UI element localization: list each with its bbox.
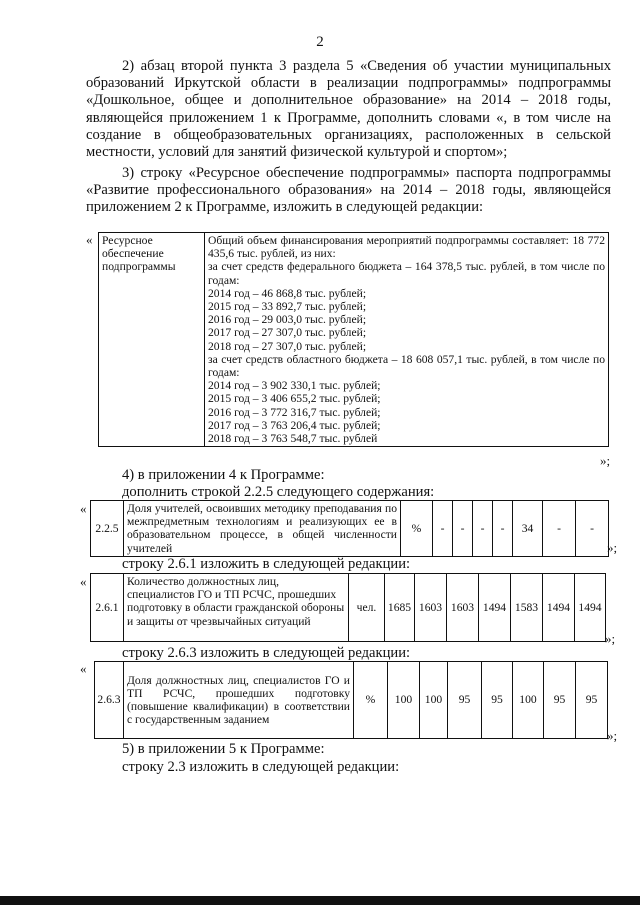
- resource-table-content: [205, 233, 609, 447]
- row-value: 95: [576, 662, 608, 739]
- resource-line: 2015 год – 33 892,7 тыс. рублей;: [208, 300, 367, 314]
- paragraph-2: 2) абзац второй пункта 3 раздела 5 «Сведения об участии муниципальных образований Иркутской области в реализации подпрограммы» подпрограммы «Дошкольное, общее и дополнительное образование» на 2014 – 2018 годы, являющейся приложением 1 к Программе, дополнить словами «, в том числе на создание в общеобразовательных организациях, расположенных в сельской местности, условий для занятий физической культурой и спортом»;: [86, 58, 611, 161]
- row-description: Доля должностных лиц, специалистов ГО и ТП РСЧС, прошедших подготовку (повышение квалификации) в соответствии с государственным заданием: [124, 662, 354, 739]
- row-value: 95: [482, 662, 513, 739]
- resource-line: 2014 год – 3 902 330,1 тыс. рублей;: [208, 379, 381, 393]
- item-4: 4) в приложении 4 к Программе:: [122, 467, 325, 483]
- row-263-open-quote: «: [80, 661, 87, 676]
- resource-table-open-quote: «: [86, 232, 93, 247]
- row-unit: чел.: [349, 574, 385, 642]
- heading-263: строку 2.6.3 изложить в следующей редакции:: [122, 645, 411, 661]
- row-value: 1583: [511, 574, 543, 642]
- resource-line: Общий объем финансирования мероприятий подпрограммы составляет: 18 772 435,6 тыс. рублей, из них:: [208, 234, 605, 261]
- resource-line: 2016 год – 29 003,0 тыс. рублей;: [208, 313, 367, 327]
- row-unit: %: [354, 662, 388, 739]
- row-value: 1494: [575, 574, 606, 642]
- row-value: 1494: [479, 574, 511, 642]
- row-261-table: [90, 573, 606, 642]
- resource-line: 2016 год – 3 772 316,7 тыс. рублей;: [208, 405, 381, 419]
- page-number: 2: [316, 34, 324, 50]
- item-5: 5) в приложении 5 к Программе:: [122, 741, 325, 757]
- row-261-close-quote: »;: [605, 631, 616, 646]
- resource-line: за счет средств областного бюджета – 18 608 057,1 тыс. рублей, в том числе по годам:: [208, 352, 605, 380]
- item-4-sub: дополнить строкой 2.2.5 следующего содержания:: [122, 484, 435, 500]
- row-225-close-quote: »;: [607, 540, 618, 555]
- resource-table: [98, 232, 609, 447]
- resource-table-close-quote: »;: [600, 453, 611, 468]
- row-unit: %: [401, 501, 433, 557]
- resource-line: 2017 год – 27 307,0 тыс. рублей;: [208, 326, 367, 340]
- resource-line: 2018 год – 27 307,0 тыс. рублей;: [208, 339, 367, 353]
- row-value: 1685: [385, 574, 415, 642]
- item-5-sub: строку 2.3 изложить в следующей редакции:: [122, 759, 400, 775]
- paragraph-3: 3) строку «Ресурсное обеспечение подпрограммы» паспорта подпрограммы «Развитие профессионального образования» на 2014 – 2018 годы, являющейся приложением 2 к Программе, изложить в следующей редакции:: [86, 165, 611, 216]
- resource-line: 2018 год – 3 763 548,7 тыс. рублей: [208, 432, 378, 446]
- resource-line: 2015 год – 3 406 655,2 тыс. рублей;: [208, 392, 381, 406]
- row-value: 1494: [543, 574, 575, 642]
- row-225-table: [90, 500, 609, 557]
- row-value: -: [453, 501, 473, 557]
- row-225-open-quote: «: [80, 501, 87, 516]
- row-value: 1603: [415, 574, 447, 642]
- row-value: -: [543, 501, 576, 557]
- scan-edge: [0, 896, 640, 905]
- resource-line: за счет средств федерального бюджета – 164 378,5 тыс. рублей, в том числе по годам:: [208, 260, 605, 287]
- row-number: 2.2.5: [91, 501, 124, 557]
- row-value: 100: [388, 662, 420, 739]
- row-value: -: [473, 501, 493, 557]
- row-263-close-quote: »;: [607, 728, 618, 743]
- row-value: 95: [544, 662, 576, 739]
- resource-line: 2014 год – 46 868,8 тыс. рублей;: [208, 286, 367, 300]
- row-value: -: [576, 501, 609, 557]
- row-value: 95: [448, 662, 482, 739]
- row-description: Количество должностных лиц, специалистов ГО и ТП РСЧС, прошедших подготовку в области гражданской обороны и защиты от чрезвычайных ситуаций: [124, 574, 349, 642]
- row-value: 1603: [447, 574, 479, 642]
- row-number: 2.6.3: [95, 662, 124, 739]
- row-value: 34: [513, 501, 543, 557]
- resource-line: 2017 год – 3 763 206,4 тыс. рублей;: [208, 418, 381, 432]
- row-261-open-quote: «: [80, 574, 87, 589]
- row-263-table: [94, 661, 608, 739]
- row-value: 100: [513, 662, 544, 739]
- row-value: -: [433, 501, 453, 557]
- row-value: 100: [420, 662, 448, 739]
- heading-261: строку 2.6.1 изложить в следующей редакции:: [122, 556, 411, 572]
- row-description: Доля учителей, освоивших методику преподавания по межпредметным технологиям и реализующих ее в образовательном процессе, в общей численности учителей: [124, 501, 401, 557]
- resource-table-label: Ресурсное обеспечение подпрограммы: [99, 233, 205, 447]
- row-number: 2.6.1: [91, 574, 124, 642]
- row-value: -: [493, 501, 513, 557]
